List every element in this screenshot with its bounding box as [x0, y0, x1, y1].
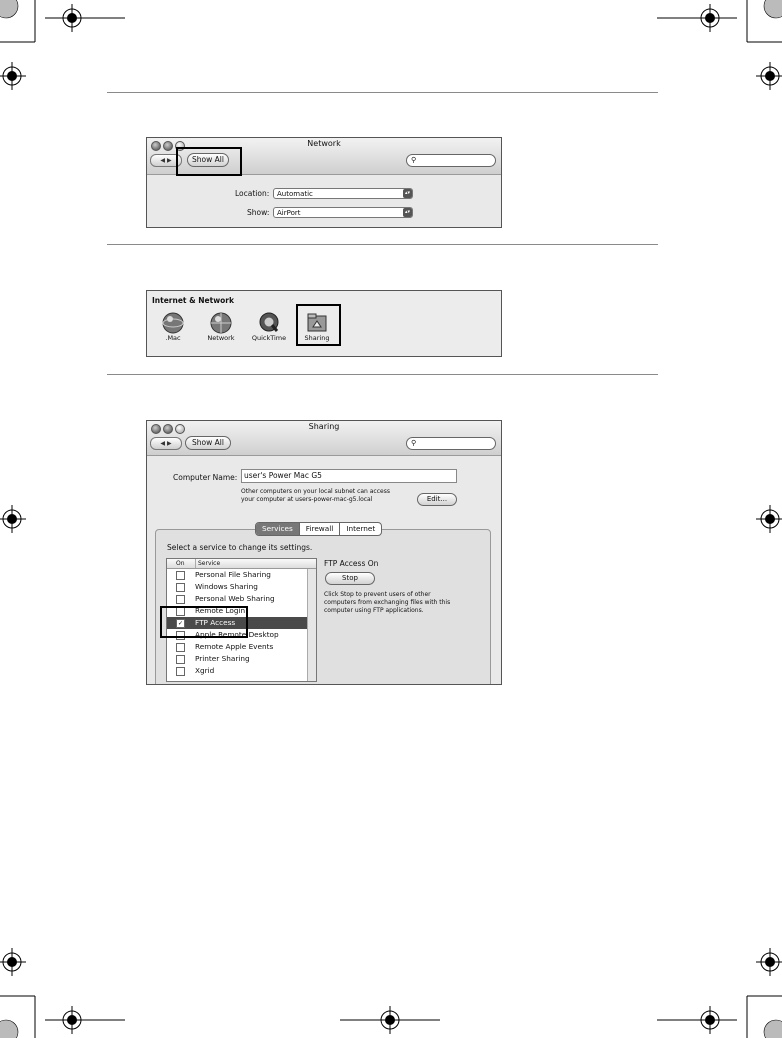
- status-text: FTP Access On: [324, 559, 379, 568]
- show-all-highlight: [176, 147, 242, 176]
- service-checkbox[interactable]: [176, 583, 185, 592]
- service-name: Xgrid: [195, 666, 215, 675]
- quicktime-icon[interactable]: [257, 311, 281, 335]
- location-label: Location:: [235, 189, 270, 198]
- sharing-toolbar: [147, 421, 501, 456]
- tab-services[interactable]: Services: [256, 523, 299, 535]
- list-scrollbar[interactable]: [307, 569, 316, 681]
- service-checkbox[interactable]: [176, 643, 185, 652]
- service-checkbox[interactable]: [176, 595, 185, 604]
- service-checkbox[interactable]: [176, 655, 185, 664]
- list-item[interactable]: [167, 593, 308, 605]
- show-all-button[interactable]: Show All: [185, 436, 231, 450]
- list-item[interactable]: [167, 641, 308, 653]
- service-checkbox[interactable]: [176, 571, 185, 580]
- location-value: Automatic: [277, 190, 313, 198]
- dotmac-icon[interactable]: [161, 311, 185, 335]
- computer-name-field[interactable]: user's Power Mac G5: [241, 469, 457, 483]
- help-text-line2: computers from exchanging files with this: [324, 599, 451, 606]
- list-item[interactable]: [167, 569, 308, 581]
- pref-label-network: Network: [207, 334, 235, 342]
- service-name: Personal Web Sharing: [195, 594, 275, 603]
- col-on-header[interactable]: On: [176, 560, 185, 567]
- popup-arrows-icon: ▴▾: [404, 190, 411, 196]
- show-all-button[interactable]: Show All: [187, 153, 229, 167]
- list-item[interactable]: [167, 665, 308, 677]
- popup-arrows-icon: ▴▾: [404, 209, 411, 215]
- window-title: Sharing: [308, 422, 340, 431]
- show-label: Show:: [247, 208, 270, 217]
- pref-label-quicktime: QuickTime: [251, 334, 287, 342]
- tab-internet[interactable]: Internet: [339, 523, 381, 535]
- window-title: Network: [307, 139, 341, 148]
- location-popup[interactable]: [273, 188, 413, 199]
- network-globe-icon[interactable]: [209, 311, 233, 335]
- service-name: Personal File Sharing: [195, 570, 271, 579]
- service-name: Windows Sharing: [195, 582, 258, 591]
- select-service-text: Select a service to change its settings.: [167, 543, 313, 552]
- subnet-text-line1: Other computers on your local subnet can access: [241, 488, 390, 495]
- search-icon: ⚲: [411, 156, 417, 164]
- list-item[interactable]: [167, 653, 308, 665]
- pref-label-sharing: Sharing: [304, 334, 330, 342]
- service-checkbox[interactable]: [176, 667, 185, 676]
- tab-firewall[interactable]: Firewall: [299, 523, 340, 535]
- search-input[interactable]: [406, 437, 496, 450]
- search-icon: ⚲: [411, 439, 417, 447]
- list-header: [167, 559, 316, 569]
- stop-button[interactable]: Stop: [325, 572, 375, 585]
- subnet-text-line2: your computer at users-power-mac-g5.local: [241, 496, 373, 503]
- service-name: Remote Login: [195, 606, 246, 615]
- service-name: Remote Apple Events: [195, 642, 274, 651]
- show-value: AirPort: [277, 209, 301, 217]
- search-input[interactable]: [406, 154, 496, 167]
- edit-button[interactable]: Edit...: [417, 493, 457, 506]
- show-popup[interactable]: [273, 207, 413, 218]
- computer-name-label: Computer Name:: [173, 473, 238, 482]
- help-text-line3: computer using FTP applications.: [324, 607, 424, 614]
- service-name: Apple Remote Desktop: [195, 630, 279, 639]
- service-name: Printer Sharing: [195, 654, 250, 663]
- section-rule: [107, 374, 658, 375]
- ftp-access-highlight: [160, 606, 248, 638]
- list-item[interactable]: [167, 581, 308, 593]
- pref-label-mac: .Mac: [165, 334, 181, 342]
- back-forward-buttons[interactable]: ◀ ▶: [150, 154, 182, 167]
- sharing-highlight: [296, 304, 341, 346]
- service-checkbox-checked[interactable]: ✓: [177, 620, 184, 627]
- col-service-header[interactable]: Service: [195, 559, 220, 568]
- section-heading: Internet & Network: [152, 296, 234, 305]
- section-rule: [107, 244, 658, 245]
- section-rule: [107, 92, 658, 93]
- back-forward-buttons[interactable]: ◀ ▶: [150, 437, 182, 450]
- service-name: FTP Access: [195, 618, 236, 627]
- help-text-line1: Click Stop to prevent users of other: [324, 591, 431, 598]
- tab-bar: [255, 522, 382, 536]
